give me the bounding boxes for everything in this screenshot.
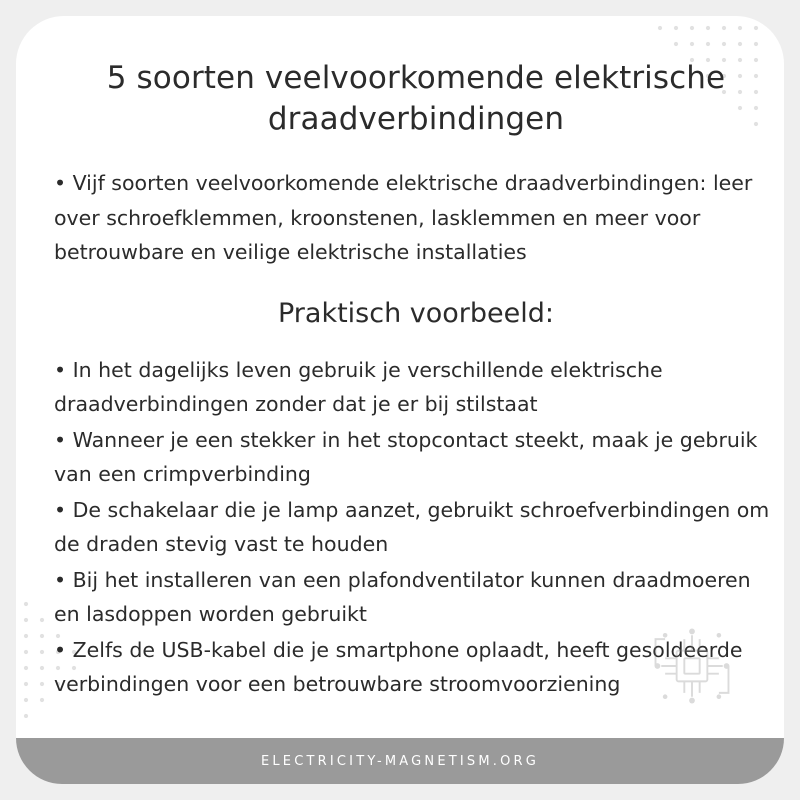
list-item: • Zelfs de USB-kabel die je smartphone oplaadt, heeft gesoldeerde verbindingen voor een betrouwbare stroomvoorziening [54, 637, 743, 696]
footer-bar [16, 738, 784, 784]
circuit-board-icon [644, 618, 740, 714]
intro-paragraph: • Vijf soorten veelvoorkomende elektrische draadverbindingen: leer over schroefklemmen, kroonstenen, lasklemmen en meer voor betrouwbare en veilige elektrische installaties [54, 171, 753, 265]
page-title: 5 soorten veelvoorkomende elektrische draadverbindingen [106, 60, 726, 138]
list-item: • In het dagelijks leven gebruik je verschillende elektrische draadverbindingen zonder dat je er bij stilstaat [54, 357, 663, 416]
footer-site-name: ELECTRICITY-MAGNETISM.ORG [260, 753, 540, 769]
section-subtitle: Praktisch voorbeeld: [278, 297, 554, 329]
content-card [16, 16, 784, 784]
list-item: • Wanneer je een stekker in het stopcontact steekt, maak je gebruik van een crimpverbinding [54, 427, 758, 486]
list-item: • De schakelaar die je lamp aanzet, gebruikt schroefverbindingen om de draden stevig vast te houden [54, 497, 770, 556]
list-item: • Bij het installeren van een plafondventilator kunnen draadmoeren en lasdoppen worden gebruikt [54, 567, 751, 626]
